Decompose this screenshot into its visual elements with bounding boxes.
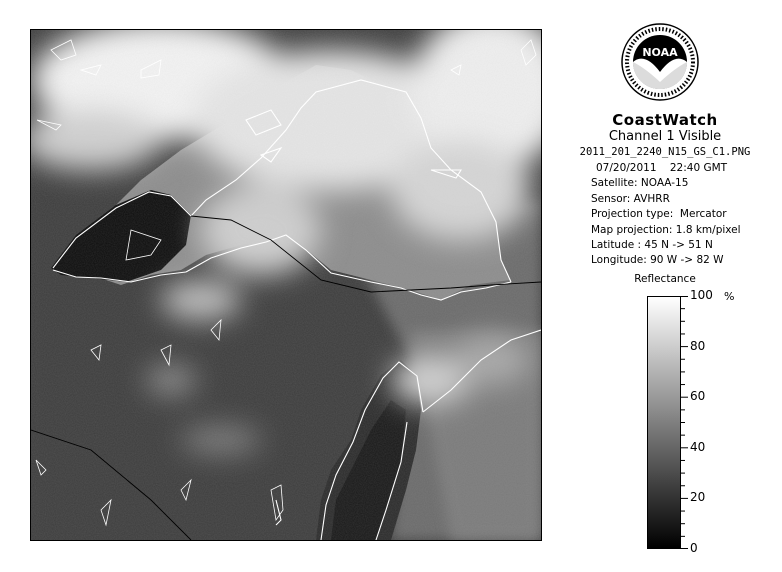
map-canvas (31, 30, 541, 540)
colorbar-tick-label: 0 (690, 541, 698, 555)
satellite-image-map (30, 29, 542, 541)
projection-type: Projection type: Mercator (591, 208, 727, 220)
logo-text: NOAA (642, 46, 678, 59)
file-name: 2011_201_2240_N15_GS_C1.PNG (579, 146, 751, 158)
latitude-range: Latitude : 45 N -> 51 N (591, 239, 713, 251)
colorbar-tick-label: 40 (690, 439, 706, 454)
colorbar-ticks (681, 296, 741, 549)
legend-title: Reflectance (634, 273, 696, 285)
app-title: CoastWatch (612, 111, 718, 129)
date-time: 07/20/2011 22:40 GMT (596, 162, 728, 174)
legend-unit: % (724, 290, 735, 303)
longitude-range: Longitude: 90 W -> 82 W (591, 254, 724, 266)
colorbar-tick-label: 60 (690, 389, 706, 404)
colorbar-tick-label: 20 (690, 490, 706, 505)
map-projection: Map projection: 1.8 km/pixel (591, 224, 741, 236)
colorbar-tick-label: 80 (690, 338, 706, 353)
satellite-info: Satellite: NOAA-15 (591, 177, 689, 189)
noaa-logo (620, 22, 700, 102)
colorbar-tick-label: 100 (690, 288, 713, 302)
channel-label: Channel 1 Visible (608, 129, 722, 144)
noaa-logo-icon (620, 22, 700, 102)
sensor-info: Sensor: AVHRR (591, 193, 670, 205)
reflectance-colorbar (647, 296, 681, 549)
